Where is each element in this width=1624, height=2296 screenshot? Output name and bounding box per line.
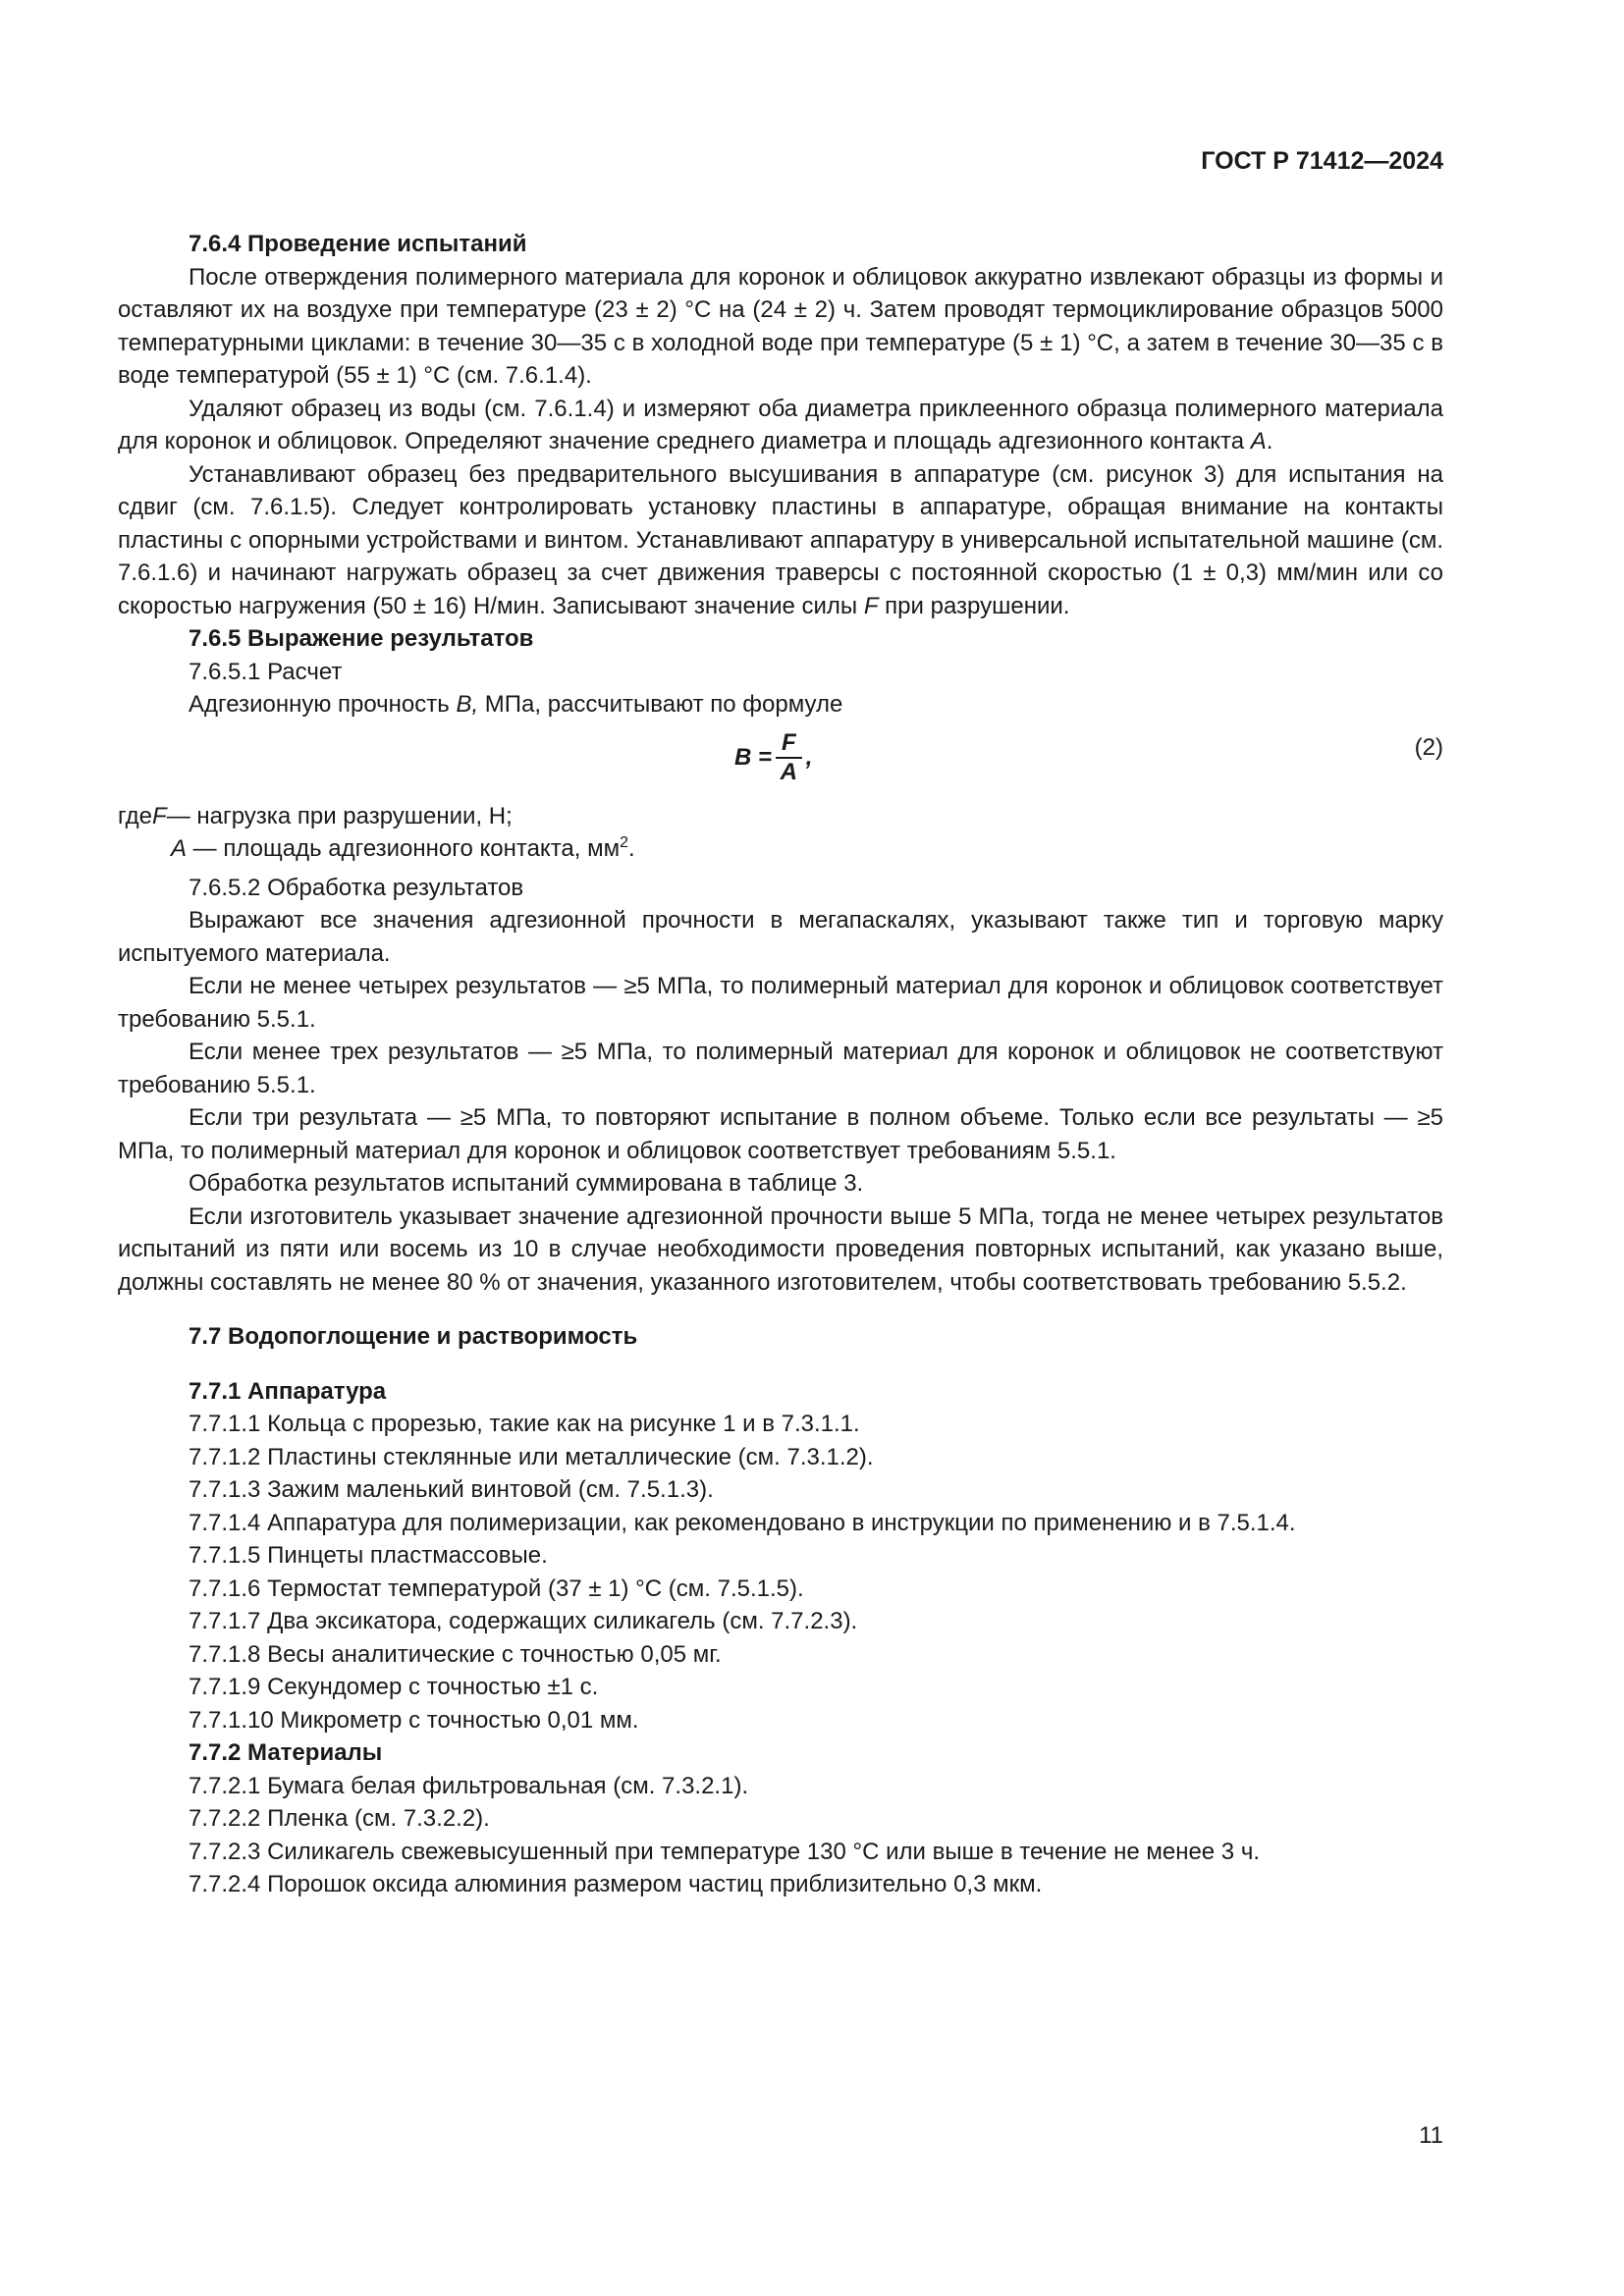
paragraph-text: МПа, рассчитывают по формуле [478, 691, 843, 718]
paragraph-text: при разрушении. [878, 592, 1070, 619]
list-item: 7.7.2.4 Порошок оксида алюминия размером частиц приблизительно 0,3 мкм. [189, 1871, 1043, 1897]
list-item: 7.7.1.8 Весы аналитические с точностью 0,05 мг. [189, 1640, 722, 1668]
list-item: 7.7.1.1 Кольца с прорезью, такие как на рисунке 1 и в 7.3.1.1. [189, 1411, 860, 1437]
paragraph: После отверждения полимерного материала для коронок и облицовок аккуратно извлекают образцы из формы и оставляют их на воздухе при температуре (23 ± 2) °C на (24 ± 2) ч. Затем проводят термоциклирование образцов 5000 температурными циклами: в течение 30—35 с в холодной воде при температуре (5 ± 1) °C, а затем в течение 30—35 с в воде температурой (55 ± 1) °C (см. 7.6.1.4). [118, 263, 1443, 389]
list-item: 7.7.1.6 Термостат температурой (37 ± 1) °С (см. 7.5.1.5). [189, 1575, 804, 1602]
list-item: 7.7.1.4 Аппаратура для полимеризации, как рекомендовано в инструкции по применению и в 7.5.1.4. [189, 1509, 1296, 1536]
paragraph: Если не менее четырех результатов — ≥5 МПа, то полимерный материал для коронок и облицовок соответствует требованию 5.5.1. [118, 973, 1443, 1033]
section-heading-7-6-5: 7.6.5 Выражение результатов [189, 625, 534, 652]
list-item: 7.7.1.2 Пластины стеклянные или металлические (см. 7.3.1.2). [189, 1443, 874, 1470]
paragraph-text: Адгезионную прочность [189, 691, 457, 718]
variable: A [1250, 428, 1267, 454]
section-heading-7-6-4: 7.6.4 Проведение испытаний [189, 231, 527, 257]
formula-block [118, 727, 1443, 792]
page-content [118, 228, 1443, 1901]
legend-prefix: где [118, 802, 153, 829]
paragraph: Если три результата — ≥5 МПа, то повторяют испытание в полном объеме. Только если все результаты — ≥5 МПа, то полимерный материал для коронок и облицовок соответствует требованиям 5.5.1. [118, 1104, 1443, 1164]
paragraph: Если менее трех результатов — ≥5 МПа, то полимерный материал для коронок и облицовок не соответствуют требованию 5.5.1. [118, 1039, 1443, 1098]
legend-end: . [628, 835, 635, 862]
legend-line [118, 832, 1443, 866]
paragraph: Удаляют образец из воды (см. 7.6.1.4) и измеряют оба диаметра приклеенного образца полимерного материала для коронок и облицовок. Определяют значение среднего диаметра и площадь адгезионного контакта A. [118, 395, 1443, 454]
section-heading-7-7-2: 7.7.2 Материалы [189, 1739, 383, 1766]
formula [734, 729, 812, 786]
subsection-title: 7.6.5.1 Расчет [189, 658, 343, 685]
legend-symbol: A [171, 835, 188, 862]
fraction-numerator: F [776, 729, 802, 759]
formula-number: (2) [1414, 733, 1443, 761]
list-item: 7.7.2.2 Пленка (см. 7.3.2.2). [189, 1805, 490, 1832]
list-item: 7.7.1.5 Пинцеты пластмассовые. [189, 1542, 548, 1569]
document-header: ГОСТ Р 71412—2024 [1201, 147, 1443, 175]
list-item: 7.7.2.3 Силикагель свежевысушенный при температуре 130 °С или выше в течение не менее 3 ч. [189, 1838, 1260, 1865]
variable: B, [456, 691, 479, 718]
list-item: 7.7.1.10 Микрометр с точностью 0,01 мм. [189, 1706, 639, 1734]
paragraph-text: Устанавливают образец без предварительного высушивания в аппаратуре (см. рисунок 3) для испытания на сдвиг (см. 7.6.1.5). Следует контролировать установку пластины в аппаратуре, обращая внимание на контакты пластины с опорными устройствами и винтом. Устанавливают аппаратуру в универсальной испытательной машине (см. 7.6.1.6) и начинают нагружать образец за счет движения траверсы с постоянной скоростью (1 ± 0,3) мм/мин или со скоростью нагружения (50 ± 16) Н/мин. Записывают значение силы [118, 460, 1443, 619]
paragraph-text: Удаляют образец из воды (см. 7.6.1.4) и измеряют оба диаметра приклеенного образца полимерного материала для коронок и облицовок. Определяют значение среднего диаметра и площадь адгезионного контакта [118, 395, 1443, 454]
list-item: 7.7.1.3 Зажим маленький винтовой (см. 7.5.1.3). [189, 1476, 714, 1503]
fraction-denominator: A [780, 758, 798, 785]
legend-text: — нагрузка при разрушении, Н; [166, 802, 513, 829]
legend-symbol: F [152, 802, 167, 829]
legend-text: — площадь адгезионного контакта, мм [187, 835, 621, 862]
paragraph [118, 458, 1443, 623]
fraction [776, 729, 802, 786]
legend-line [118, 800, 1443, 833]
formula-lhs: B = [734, 743, 773, 771]
superscript: 2 [620, 834, 629, 851]
section-heading-7-7-1: 7.7.1 Аппаратура [189, 1377, 387, 1405]
variable: F [863, 592, 879, 619]
paragraph: Обработка результатов испытаний суммирована в таблице 3. [189, 1170, 864, 1197]
formula-tail: , [805, 743, 813, 771]
page-number: 11 [1419, 2122, 1443, 2149]
paragraph: Выражают все значения адгезионной прочности в мегапаскалях, указывают также тип и торговую марку испытуемого материала. [118, 907, 1443, 967]
paragraph [118, 688, 1443, 721]
list-item: 7.7.2.1 Бумага белая фильтровальная (см. 7.3.2.1). [189, 1772, 749, 1799]
section-heading-7-7: 7.7 Водопоглощение и растворимость [189, 1323, 638, 1350]
list-item: 7.7.1.7 Два эксикатора, содержащих силикагель (см. 7.7.2.3). [189, 1608, 858, 1634]
paragraph: Если изготовитель указывает значение адгезионной прочности выше 5 МПа, тогда не менее четырех результатов испытаний из пяти или восемь из 10 в случае необходимости проведения повторных испытаний, как указано выше, должны составлять не менее 80 % от значения, указанного изготовителем, чтобы соответствовать требованию 5.5.2. [118, 1202, 1443, 1296]
subsection-title: 7.6.5.2 Обработка результатов [189, 874, 524, 901]
list-item: 7.7.1.9 Секундомер с точностью ±1 с. [189, 1674, 599, 1700]
